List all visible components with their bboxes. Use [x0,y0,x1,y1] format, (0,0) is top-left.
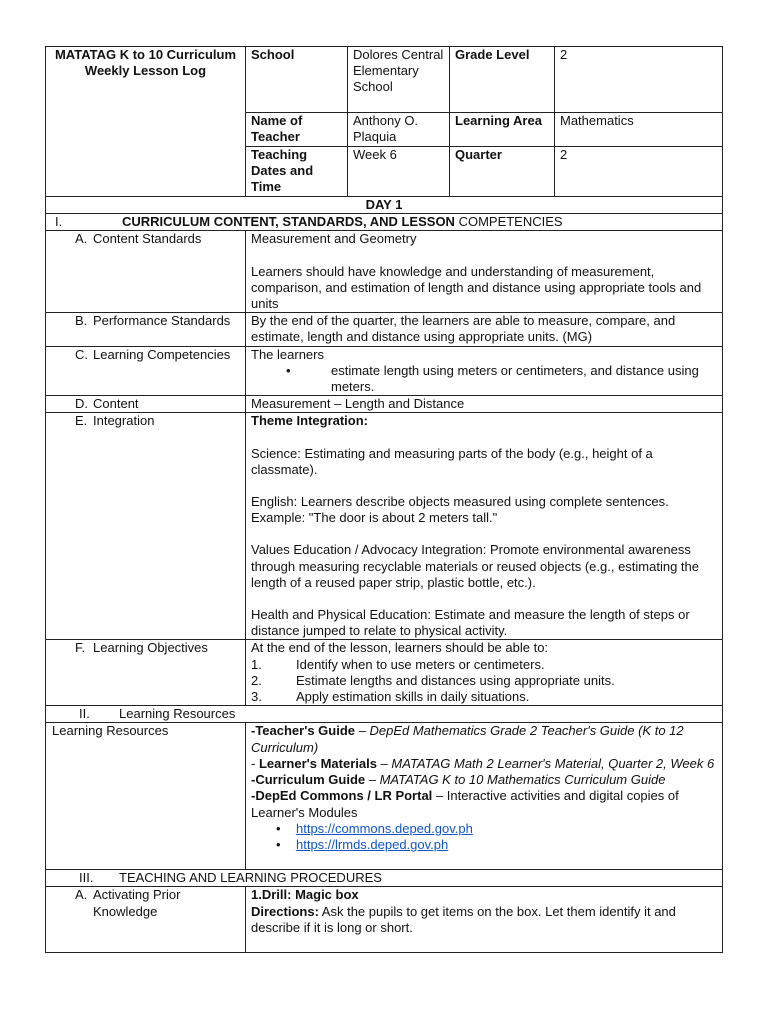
day-heading: DAY 1 [46,197,723,214]
section-2-heading [46,706,723,723]
content-standards-line2: Learners should have knowledge and understanding of measurement, comparison, and estimation of length and distance using appropriate tools and units [251,263,702,312]
resource-learners-materials: - Learner's Materials – MATATAG Math 2 Learner's Material, Quarter 2, Week 6 [251,755,715,771]
competencies-intro: The learners [251,346,324,362]
content-standards-line1: Measurement and Geometry [251,231,417,247]
integration-values: Values Education / Advocacy Integration: Promote environmental awareness through measuring recyclable materials or reused objects (e.g., estimating the length of a reused paper strip, plastic bottle, etc.). [251,542,699,590]
integration-label: E. Integration [46,413,246,640]
integration-english: English: Learners describe objects measured using complete sentences. [251,494,669,510]
learning-resources-value [246,723,723,870]
section-1-title-rest: COMPETENCIES [454,214,563,230]
objectives-intro: At the end of the lesson, learners should be able to: [251,640,549,656]
section-2-number: II. [79,706,90,722]
grade-level-value: 2 [555,47,723,113]
bullet-icon: • [286,362,291,378]
objective-item: 2. Estimate lengths and distances using appropriate units. [251,672,615,688]
bullet-icon: • [276,836,281,852]
objective-item: 3. Apply estimation skills in daily situations. [251,689,530,705]
learning-area-value: Mathematics [555,113,723,147]
resource-link-item [251,837,717,853]
resource-link-item [251,821,717,837]
section-3-heading [46,870,723,887]
resource-curriculum-guide: -Curriculum Guide – MATATAG K to 10 Mathematics Curriculum Guide [251,772,666,788]
lesson-log-table [45,46,723,953]
drill-directions: Directions: Ask the pupils to get items on the box. Let them identify it and describe if it is long or short. [251,903,676,935]
form-title: MATATAG K to 10 Curriculum Weekly Lesson Log [46,47,246,197]
integration-science: Science: Estimating and measuring parts of the body (e.g., height of a classmate). [251,445,653,477]
teaching-dates-label: Teaching Dates and Time [246,147,348,197]
integration-value [246,413,723,640]
learning-resources-label: Learning Resources [46,723,246,870]
quarter-value: 2 [555,147,723,197]
performance-standards-value: By the end of the quarter, the learners are able to measure, compare, and estimate, length and distance using appropriate units. (MG) [246,313,723,346]
resource-teachers-guide: -Teacher's Guide – DepEd Mathematics Grade 2 Teacher's Guide (K to 12 Curriculum) [251,723,684,755]
drill-heading: 1.Drill: Magic box [251,887,359,903]
content-standards-label: A. Content Standards [46,231,246,313]
content-label: D. Content [46,396,246,413]
performance-standards-label: B. Performance Standards [46,313,246,346]
content-standards-value [246,231,723,313]
activating-prior-knowledge-label: A. Activating Prior Knowledge [46,887,246,953]
section-1-number: I. [55,214,63,230]
learning-competencies-label: C. Learning Competencies [46,346,246,396]
lrmds-link[interactable]: https://lrmds.deped.gov.ph [296,836,449,852]
school-label: School [246,47,348,113]
integration-health: Health and Physical Education: Estimate and measure the length of steps or distance jumped to relate to physical activity. [251,607,690,639]
resource-deped-commons: -DepEd Commons / LR Portal – Interactive activities and digital copies of Learner's Modules [251,788,679,820]
theme-integration-heading: Theme Integration: [251,413,369,429]
teaching-dates-value: Week 6 [348,147,450,197]
competency-bullet: • estimate length using meters or centimeters, and distance using meters. [286,362,699,395]
section-1-heading [46,214,723,231]
school-value: Dolores Central Elementary School [348,47,450,113]
content-value: Measurement – Length and Distance [246,396,723,413]
objective-item: 1. Identify when to use meters or centimeters. [251,656,545,672]
deped-commons-link[interactable]: https://commons.deped.gov.ph [296,820,473,836]
section-2-title: Learning Resources [119,706,236,722]
learning-competencies-value [246,346,723,396]
learning-objectives-label: F. Learning Objectives [46,640,246,706]
grade-level-label: Grade Level [450,47,555,113]
activating-prior-knowledge-value [246,887,723,953]
quarter-label: Quarter [450,147,555,197]
section-1-title-bold: CURRICULUM CONTENT, STANDARDS, AND LESSON [122,214,455,230]
integration-english-example: Example: "The door is about 2 meters tall." [251,510,498,526]
teacher-value: Anthony O. Plaquia [348,113,450,147]
bullet-icon: • [276,820,281,836]
section-3-title: TEACHING AND LEARNING PROCEDURES [119,870,382,886]
learning-area-label: Learning Area [450,113,555,147]
teacher-label: Name of Teacher [246,113,348,147]
learning-objectives-value [246,640,723,706]
section-3-number: III. [79,870,94,886]
